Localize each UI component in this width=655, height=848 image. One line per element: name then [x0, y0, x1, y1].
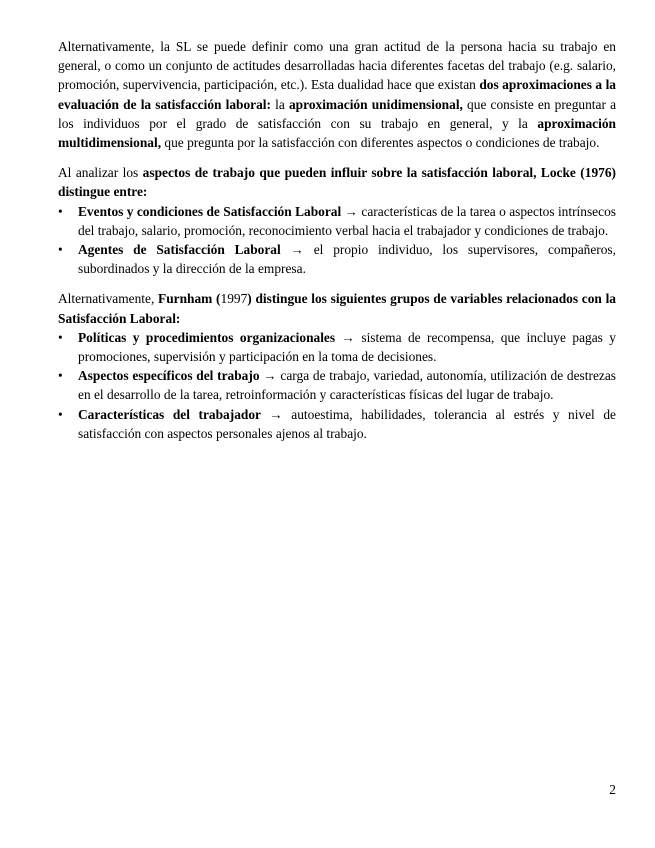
paragraph-locke-intro — [58, 163, 616, 201]
bold-phrase: aproximación unidimensional, — [288, 96, 463, 112]
list-item-text: el propio individuo, los supervisores, compañeros, subordinados y la dirección de la empresa. — [78, 242, 616, 277]
paragraph-furnham-intro — [58, 289, 616, 327]
list-item — [58, 366, 616, 404]
bold-phrase: aspectos de trabajo que pueden influir sobre la satisfacción laboral, Locke (1976) distingue entre: — [58, 165, 616, 200]
bullet-icon: • — [58, 203, 63, 219]
list-item-text: características de la tarea o aspectos intrínsecos del trabajo, salario, promoción, reconocimiento verbal hacia el trabajador y condiciones de trabajo. — [78, 203, 616, 238]
paragraph-text: que pregunta por la satisfacción con diferentes aspectos o condiciones de trabajo. — [161, 135, 600, 151]
bullet-icon: • — [58, 406, 63, 422]
right-arrow-icon: → — [341, 203, 362, 219]
document-page — [58, 37, 616, 443]
bold-phrase: Furnham ( — [158, 291, 221, 307]
right-arrow-icon: → — [260, 406, 292, 422]
bullet-icon: • — [58, 368, 63, 384]
list-item-title: Características del trabajador — [78, 406, 261, 422]
paragraph-text: 1997 — [220, 291, 248, 307]
list-item — [58, 328, 616, 366]
list-item — [58, 405, 616, 443]
right-arrow-icon: → — [259, 368, 281, 384]
furnham-list — [58, 328, 616, 443]
bullet-icon: • — [58, 242, 63, 258]
list-item-title: Aspectos específicos del trabajo — [78, 368, 260, 384]
right-arrow-icon: → — [335, 329, 362, 345]
list-item-title: Eventos y condiciones de Satisfacción Laboral — [78, 203, 342, 219]
bold-phrase: aproximación multidimensional, — [58, 115, 616, 151]
list-item-title: Políticas y procedimientos organizacionales — [78, 329, 336, 345]
bold-phrase: ) distingue los siguientes grupos de variables relacionados con la Satisfacción Laboral: — [58, 291, 616, 326]
paragraph-satisfaction-definition — [58, 37, 616, 152]
list-item-text: carga de trabajo, variedad, autonomía, utilización de destrezas en el desarrollo de la tarea, retroinformación y características físicas del lugar de trabajo. — [78, 368, 616, 403]
paragraph-text: Al analizar los — [58, 165, 143, 181]
right-arrow-icon: → — [280, 242, 314, 258]
paragraph-text: Alternativamente, — [58, 291, 159, 307]
paragraph-text: la — [271, 96, 289, 112]
locke-list — [58, 202, 616, 279]
list-item-text: autoestima, habilidades, tolerancia al estrés y nivel de satisfacción con aspectos personales ajenos al trabajo. — [78, 406, 616, 441]
bullet-icon: • — [58, 329, 63, 345]
paragraph-text: Alternativamente, la SL se puede definir como una gran actitud de la persona hacia su trabajo en general, o como un conjunto de actitudes desarrolladas hacia diferentes facetas del trabajo (e.g. salario, promoción, supervivencia, participación, etc.). Esta dualidad hace que existan — [58, 39, 616, 93]
list-item-title: Agentes de Satisfacción Laboral — [78, 242, 281, 258]
page-number: 2 — [609, 782, 616, 797]
bold-phrase: dos aproximaciones a la evaluación de la satisfacción laboral: — [58, 77, 616, 112]
list-item-text: sistema de recompensa, que incluye pagas y promociones, supervisión y participación en la toma de decisiones. — [78, 329, 616, 365]
paragraph-text: que consiste en preguntar a los individuos por el grado de satisfacción con su trabajo en general, y la — [58, 96, 617, 131]
list-item — [58, 240, 616, 278]
list-item — [58, 202, 616, 240]
